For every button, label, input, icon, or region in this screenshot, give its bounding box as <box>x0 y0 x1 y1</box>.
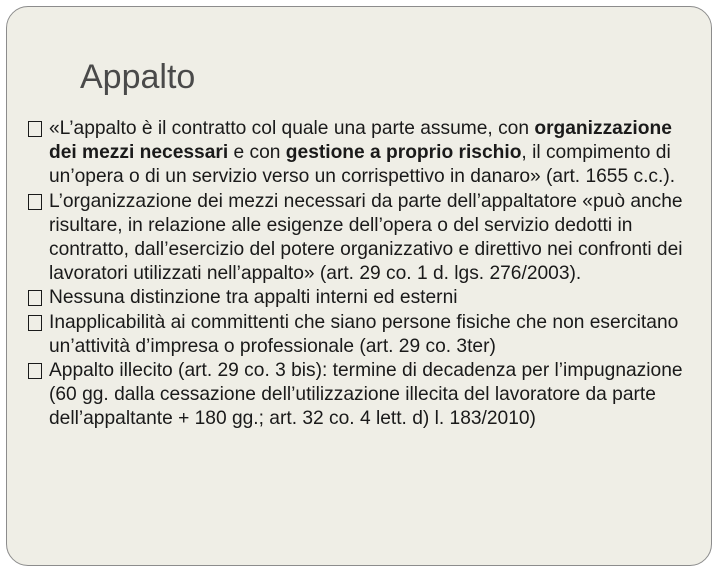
square-bullet-icon <box>28 194 42 210</box>
bullet-item <box>28 359 700 432</box>
bullet-item <box>28 190 700 287</box>
square-bullet-icon <box>28 290 42 306</box>
bullet-item <box>28 286 700 310</box>
square-bullet-icon <box>28 363 42 379</box>
bold-text: gestione a proprio rischio <box>285 142 522 164</box>
bullet-item <box>28 311 700 359</box>
square-bullet-icon <box>28 315 42 331</box>
bullet-item <box>28 117 700 190</box>
bullet-text: , il compimento di un’opera o di un servizio verso un corrispettivo in danaro» (art. 1655 c.c.). <box>49 142 676 188</box>
bullet-text: «L’appalto è il contratto col quale una parte assume, con <box>49 118 535 139</box>
square-bullet-icon <box>28 121 42 137</box>
bullet-text: L’organizzazione dei mezzi necessari da parte dell’appaltatore «può anche risultare, in relazione alle esigenze dell’opera o del servizio dedotti in contratto, dall’esercizio del potere organizzativo e direttivo nei confronti dei lavoratori utilizzati nell’appalto» (art. 29 co. 1 d. lgs. 276/2003). <box>49 190 683 285</box>
slide-title: Appalto <box>80 58 196 96</box>
bullet-text: e con <box>228 142 286 164</box>
bullet-list <box>28 117 700 432</box>
bullet-text: Nessuna distinzione tra appalti interni ed esterni <box>49 287 458 309</box>
bullet-text: Appalto illecito (art. 29 co. 3 bis): termine di decadenza per l’impugnazione (60 gg. dalla cessazione dell’utilizzazione illecita del lavoratore da parte dell’appaltante + 180 gg.; art. 32 co. 4 lett. d) l. 183/2010) <box>49 360 683 430</box>
bold-text: organizzazione dei mezzi necessari <box>49 118 672 164</box>
bullet-text: Inapplicabilità ai committenti che siano persone fisiche che non esercitano un’attività d’impresa o professionale (art. 29 co. 3ter) <box>49 311 679 357</box>
